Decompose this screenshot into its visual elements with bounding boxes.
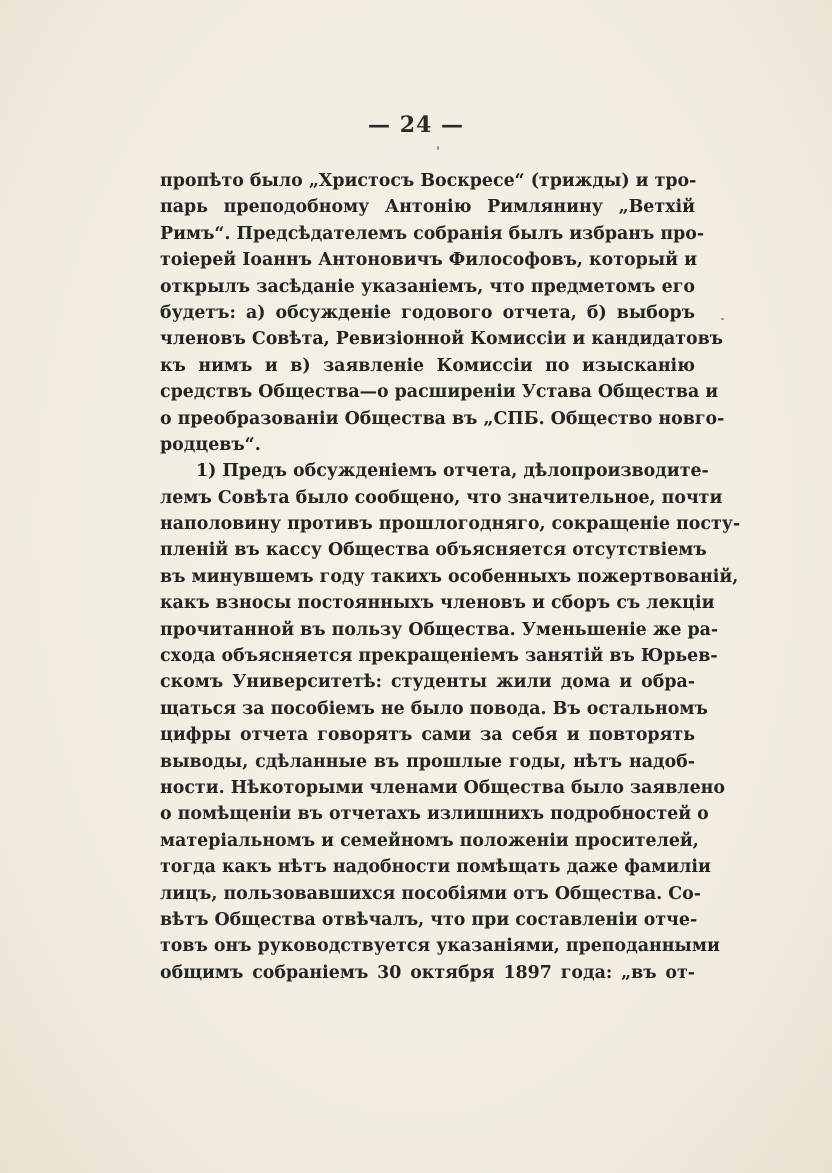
text-line: парь преподобному Антонію Римлянину „Ветхій: [160, 197, 695, 218]
text-line: къ нимъ и в) заявленіе Комиссіи по изысканію: [160, 355, 695, 376]
paper-speck: [437, 146, 439, 150]
text-line: средствъ Общества—о расширеніи Устава Общества и: [160, 382, 719, 403]
text-line: прочитанной въ пользу Общества. Уменьшеніе же ра-: [160, 619, 719, 640]
text-line: выводы, сдѣланные въ прошлые годы, нѣтъ надоб-: [160, 751, 695, 772]
text-line: схода объясняется прекращеніемъ занятій въ Юрьев-: [160, 646, 718, 667]
text-line: открылъ засѣданіе указаніемъ, что предметомъ его: [160, 276, 695, 297]
text-line: родцевъ“.: [160, 434, 261, 455]
text-line: членовъ Совѣта, Ревизіонной Комиссіи и кандидатовъ: [160, 329, 724, 350]
text-line: въ минувшемъ году такихъ особенныхъ пожертвованій,: [160, 566, 739, 587]
text-line: будетъ: а) обсужденіе годового отчета, б) выборъ: [160, 302, 695, 323]
page-number: — 24 —: [368, 112, 464, 138]
text-line: какъ взносы постоянныхъ членовъ и сборъ съ лекціи: [160, 593, 715, 614]
text-line: наполовину противъ прошлогодняго, сокращеніе посту-: [160, 514, 741, 535]
text-line: о помѣщеніи въ отчетахъ излишнихъ подробностей о: [160, 804, 709, 825]
body-text: [160, 168, 741, 986]
paper-speck: [721, 318, 724, 320]
text-line: ности. Нѣкоторыми членами Общества было заявлено: [160, 777, 725, 798]
text-line: пленій въ кассу Общества объясняется отсутствіемъ: [160, 540, 707, 561]
text-line: лемъ Совѣта было сообщено, что значительное, почти: [160, 487, 723, 508]
text-line: щаться за пособіемъ не было повода. Въ остальномъ: [160, 698, 708, 719]
text-line: вѣтъ Общества отвѣчалъ, что при составленіи отче-: [160, 909, 698, 930]
text-line: лицъ, пользовавшихся пособіями отъ Общества. Со-: [160, 883, 701, 904]
text-line: Римъ“. Предсѣдателемъ собранія былъ избранъ про-: [160, 223, 705, 244]
text-line: цифры отчета говорятъ сами за себя и повторять: [160, 725, 695, 746]
text-line: тоіерей Іоаннъ Антоновичъ Философовъ, который и: [160, 250, 698, 271]
text-line: о преобразованіи Общества въ „СПБ. Общество новго-: [160, 408, 725, 429]
text-line: 1) Предъ обсужденіемъ отчета, дѣлопроизводите-: [196, 461, 709, 482]
text-line: тогда какъ нѣтъ надобности помѣщать даже фамиліи: [160, 857, 711, 878]
text-line: товъ онъ руководствуется указаніями, преподанными: [160, 936, 720, 957]
text-line: пропѣто было „Христосъ Воскресе“ (трижды) и тро-: [160, 171, 697, 191]
text-line: скомъ Университетѣ: студенты жили дома и обра-: [160, 672, 695, 693]
text-line: общимъ собраніемъ 30 октября 1897 года: „въ от-: [160, 962, 695, 983]
text-line: матеріальномъ и семейномъ положеніи просителей,: [160, 830, 699, 851]
